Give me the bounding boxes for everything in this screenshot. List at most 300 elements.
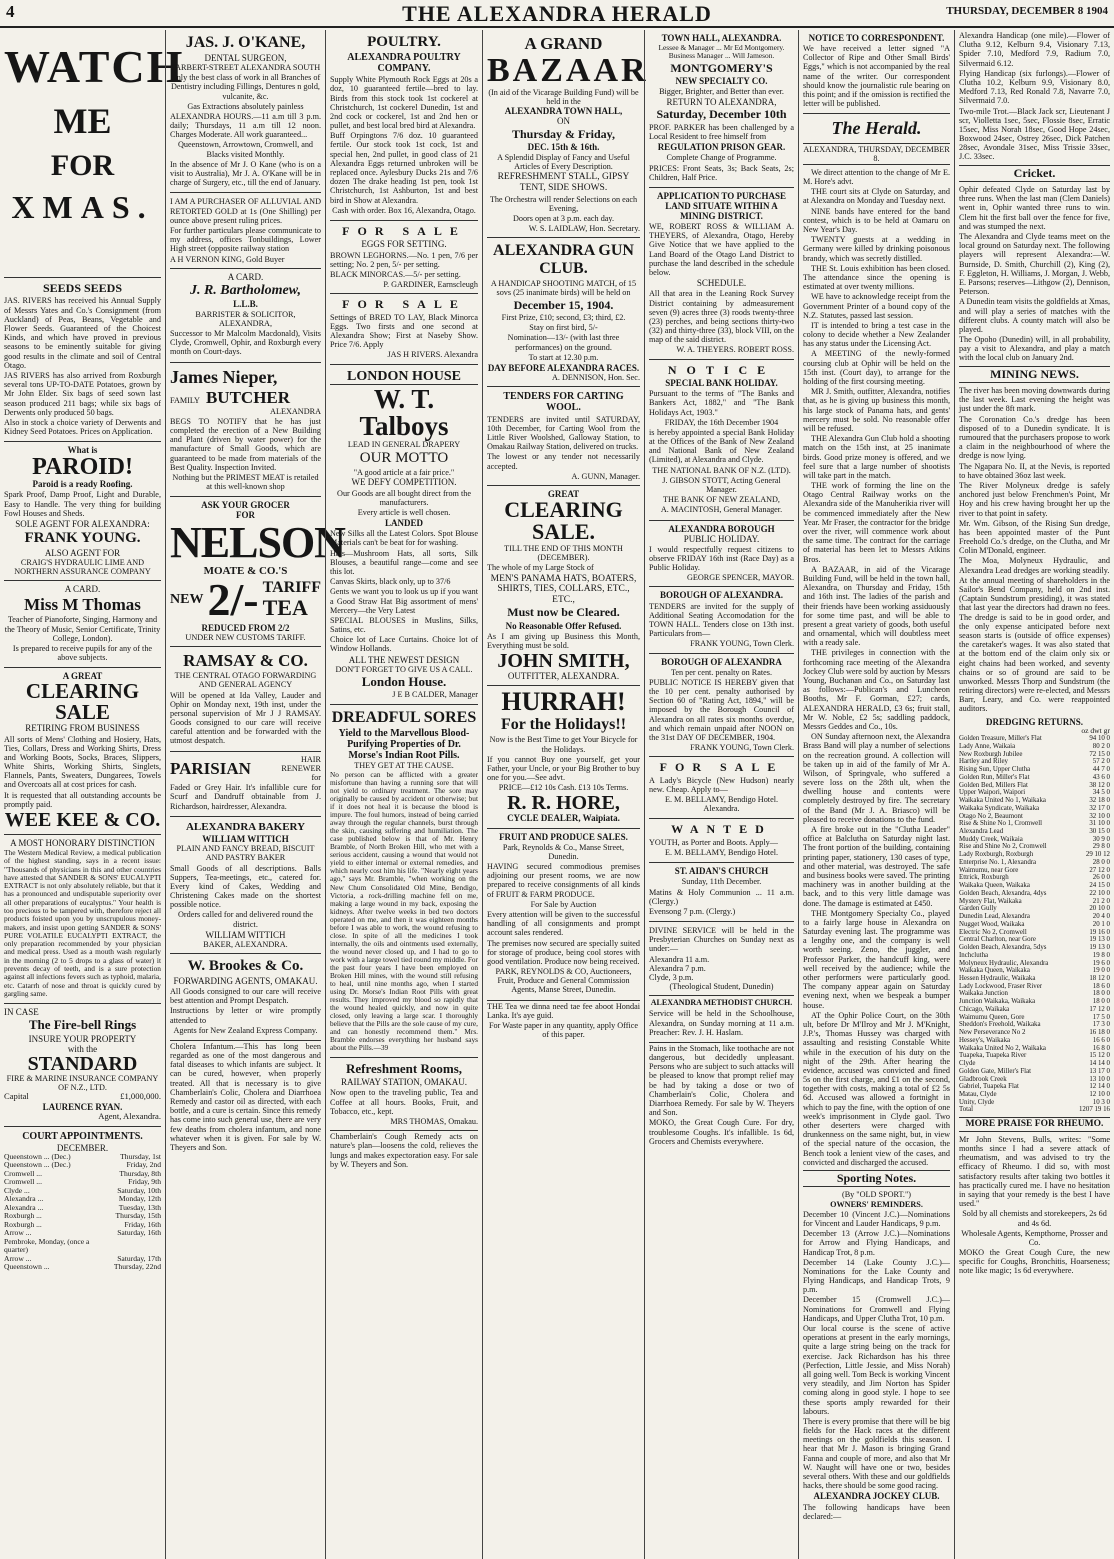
for-word: FOR <box>50 148 115 182</box>
pains-body: Pains in the Stomach, like toothache are not dangerous, but decidedly unpleasant. Persons who are subject to such attacks will be pleased to know that prompt relief may be had by taking a dose or two of Chamberlain's Colic, Cholera and Diarrhoea Remedy. For sale by W. Theyers and Son. <box>649 1043 794 1118</box>
shoot-start: To start at 12.30 p.m. <box>528 352 599 362</box>
news-paragraph: THE Alexandra Gun Club hold a shooting match on the 15th inst, at 25 inanimate birds. Good prize money is offered, and we feel sure that a large number of shootists will take part in the match. <box>803 434 950 480</box>
court-date: Saturday, 10th <box>117 1185 161 1195</box>
bank-friday: FRIDAY, the 16th December 1904 <box>664 417 779 427</box>
eucalypti-ad <box>4 835 161 1004</box>
dredge-name: Golden Treasure, Miller's Flat <box>959 735 1042 743</box>
dredge-name: Golden Bed, Millers Flat <box>959 781 1028 789</box>
cricket-body-1: Ophir defeated Clyde on Saturday last by three runs. When the last man (Clem Daniels) went in, Ophir wanted three runs to win. Clem hit the first ball over the fence for five, and was stumped the next. <box>959 185 1110 231</box>
defy-body: Our Goods are all bought direct from the manufacturers. <box>337 488 471 507</box>
seeds-ad <box>4 278 161 442</box>
clearing-whole: The whole of my Large Stock of <box>487 563 594 573</box>
fruit-body-3: The premises now secured are specially suited for storage of produce, being cool stores with good ventilation. Produce now being received. <box>487 938 640 966</box>
bicycle-sale-ad <box>649 757 794 819</box>
bakery-body-2: Orders called for and delivered round the district. <box>177 910 314 929</box>
dredge-yield: 43 6 0 <box>1092 773 1110 781</box>
tea-ad <box>487 1002 640 1040</box>
court-place: Queenstown ... <box>4 1262 50 1272</box>
mining-body-1: The river has been moving downwards during the last week. Last evening the height was just under the 8ft mark. <box>959 386 1110 414</box>
paroid-agent: SOLE AGENT FOR ALEXANDRA: <box>15 518 150 529</box>
dredge-name: Alexandra Lead <box>959 828 1004 836</box>
bank-holiday-ad <box>649 360 794 521</box>
brookes-title: W. Brookes & Co. <box>187 958 304 975</box>
dredge-name: Garden Gully <box>959 905 997 913</box>
thomas-ad <box>4 581 161 668</box>
butcher-label: BUTCHER <box>205 387 291 407</box>
aidan-matins: Matins & Holy Communion ... 11 a.m. (Clergy.) <box>649 887 794 906</box>
dredging-row <box>959 882 1110 890</box>
notice-corr-body: We have received a letter signed "A Collector of Ripe and Other Small Birds' Eggs," which is not accompanied by the real name of the writer. Our correspondent should know the journalistic rule bearing on this point; and if the omission is rectified the letter will be published. <box>803 44 950 109</box>
okane-hours: ALEXANDRA HOURS.—11 a.m till 3 p.m. daily; Thursdays, 11 a.m till 12 noon. Charges Moderate. All work guaranteed... <box>170 111 321 140</box>
dredge-yield: 17 3 0 <box>1092 1021 1110 1029</box>
seeds-title: SEEDS SEEDS <box>42 281 123 295</box>
dredge-name: Ettrick, Roxburgh <box>959 874 1009 882</box>
rheumo-body: Mr John Stevens, Bulls, writes: "Some months since I had a severe attack of rheumatism, and was advised to try the efficacy of Rheumo. I did so, with most satisfactory results after taking two bottles it has practically cured me. I have no hesitation in saying that your remedy is the best I have used." <box>959 1134 1110 1209</box>
court-row <box>4 1263 161 1272</box>
talboys-title: W. T. Talboys <box>359 384 449 442</box>
chamber-body: Chamberlain's Cough Remedy acts on nature's plan—loosens the cold, relieves the lungs and makes expectoration easy. For sale by W. Theyers and Son. <box>330 1132 478 1169</box>
parisian-side: HAIR RENEWER for <box>281 754 321 783</box>
dredge-yield: 24 15 0 <box>1089 882 1110 890</box>
news-paragraph: A BAZAAR, in aid of the Vicarage Building Fund, will be held in the town hall, Alexandra, on Thursday and Friday, 15th and 16th inst. The ladies of the parish and their friends have been working assiduously for some time past, and will be able to present a great variety of goods, both useful and ornamental, which will doubtless meet with a ready sale. <box>803 564 950 648</box>
court-place: Alexandra ... <box>4 1202 44 1212</box>
news-paragraph: IT is intended to bring a test case in the colony to decide whether a New Zealander has any status under the Licensing Act. <box>803 320 950 349</box>
morse-pills-ad <box>330 705 478 1058</box>
court-place: Cromwell ... <box>4 1168 42 1178</box>
must-cleared: Must now be Cleared. <box>507 605 620 620</box>
dredge-name: Waikaka Junction <box>959 990 1009 998</box>
court-place: Cromwell ... <box>4 1177 42 1187</box>
fruit-body: HAVING secured commodious premises adjoining our present rooms, we are now prepared to receive consignments of all kinds of FRUIT & FARM PRODUCE. <box>487 862 640 899</box>
court-date: Thursday, 8th <box>119 1168 161 1178</box>
dredging-row <box>959 820 1110 828</box>
dredge-name: Hessey's, Waikaka <box>959 1036 1011 1044</box>
stott: J. GIBSON STOTT, Acting General Manager. <box>662 475 781 495</box>
brookes-body: All Goods consigned to our care will receive best attention and Prompt Despatch. <box>170 986 321 1006</box>
dredging-row <box>959 975 1110 983</box>
dredge-yield: 15 12 0 <box>1089 1052 1110 1060</box>
barth-role: BARRISTER & SOLICITOR, ALEXANDRA, <box>195 309 296 328</box>
john-smith-ad <box>487 486 640 686</box>
hurrah-ad <box>487 686 640 828</box>
forsale2-body: Settings of BRED TO LAY, Black Minorca Eggs. Two firsts and one second at Alexandra Show; First at Naseby Show. Price 7/6. Apply <box>330 312 478 350</box>
parker: PROF. PARKER has been challenged by a Local Resident to free himself from <box>649 122 794 142</box>
nieper-body: BEGS TO NOTIFY that he has just completed the erection of a New Building and Plant (driven by water power) for the manufacture of Small Goods, which are guaranteed to be made from materials of the Best Quality. Inspection Invited. <box>170 416 321 472</box>
bazaar-ad <box>487 30 649 238</box>
bigger: Bigger, Brighter, and Better than ever. <box>659 87 784 97</box>
clearing-ad <box>4 668 161 835</box>
honour-body: The Western Medical Review, a medical publication of the highest standing, says in a recent issue: "Thousands of physicians in this and other countries have attested that SANDER & SONS' EUCALYPTI EXTRACT is not only absolutely reliable, but that it has a pronounced and undisputable superiority over all other preparations of eucalyptus." Your health is too precious to be tampered with, therefore reject all products foisted upon you by unscrupulous money-makers, and insist upon getting SANDER & SONS' PURE VOLATILE EUCALYPTI EXTRACT, the only preparation recommended by your physician and medical press. Used as a mouth wash regularly in the morning (2 to 5 drops to a glass of water) it prevents decay of teeth, and is a sure protection against all infections fevers such as typhoid, malaria, etc. Catarrh of nose and throat is quickly cured by gargling same. <box>4 848 161 998</box>
bazaar-days: Thursday & Friday, <box>511 126 616 141</box>
mining-body-3: The Ngapara No. II, at the Nevis, is reported to have obtained 36oz last week. <box>959 461 1110 480</box>
dredge-yield: 94 10 0 <box>1089 735 1110 743</box>
bakery-sign-2: BAKER, ALEXANDRA. <box>203 939 288 949</box>
dredging-row <box>959 890 1110 898</box>
dredging-row <box>959 751 1110 759</box>
dredge-name: Gabriel, Tuapeka Flat <box>959 1083 1019 1091</box>
dredge-name: Nugget Wood, Waikaka <box>959 920 1025 928</box>
court-row <box>4 1238 161 1255</box>
dredging-row <box>959 1060 1110 1068</box>
sores-title: DREADFUL SORES <box>331 708 477 726</box>
brookes-body-2: Instructions by letter or wire promptly attended to <box>170 1006 321 1025</box>
thomas-body-2: Is prepared to receive pupils for any of the above subjects. <box>12 643 153 663</box>
dredging-row <box>959 1091 1110 1099</box>
nelson-price: 2/- <box>207 573 259 625</box>
news-paragraph: THE work of forming the line on the Otago Central Railway works on the Alexandra side of the Manuherikia river will be commenced immediately after the New Year. Mr Fraser, the contractor for the bridge over the river, will commence work about the same time. The contract for the carriage of material has been let to Messrs Atkins Bros. <box>803 481 950 564</box>
motto-title: OUR MOTTO <box>359 450 449 467</box>
firebell: The Fire-bell Rings <box>28 1017 137 1033</box>
dredging-row <box>959 898 1110 906</box>
wee-kee: WEE KEE & CO. <box>4 809 161 831</box>
sporting-byline: (By "OLD SPORT.") <box>841 1190 912 1200</box>
refresh-sign: MRS THOMAS, Omakau. <box>390 1117 478 1127</box>
mining-body-6: The Moa, Molyneux Hydraulic, and Alexandra Lead dredges are working steadily. <box>959 556 1110 575</box>
watch-word: WATCH <box>4 41 185 92</box>
dredge-yield: 28 0 0 <box>1092 858 1110 866</box>
frank-young: FRANK YOUNG. <box>24 530 141 547</box>
moko-ad: MOKO the Great Cough Cure, the new specific for Coughs, Bronchitis, Hoarseness; note like magic; 1s 6d everywhere. <box>959 1248 1110 1276</box>
talboys-sub: LEAD IN GENERAL DRAPERY <box>347 440 461 450</box>
hore-sub: CYCLE DEALER, Waipiata. <box>507 813 620 824</box>
landed-body-3: Canvas Skirts, black only, up to 37/6 <box>330 577 451 587</box>
column-6 <box>798 30 954 1559</box>
fruit-park: Park, Reynolds & Co., Manse Street, Dunedin. <box>502 842 625 861</box>
xmas-word: XMAS. <box>11 189 154 226</box>
news-paragraph: AT the Ophir Police Court, on the 30th ult, before Dr M'Ilroy and Mr J. M'Knight, J.P.'s, Thomas Hussey was charged with assaulting and resisting Constable White while in the execution of his duty on the night of the 29th. After hearing the evidence, accused was convicted and fined 5s on the first charge, and £1 on the second, together with costs, making a total of £2 5s 6d. Accused was allowed a fortnight in which to pay the fine, with the option of one week's imprisonment in Clyde gaol. Two other deserters were charged with drunkenness on the same night, but, in view of the special nature of the occasion, the Bench took a lenient view of the cases, and convicted and discharged the accused. <box>803 1010 950 1167</box>
bazaar-stalls: REFRESHMENT STALL, GIPSY TENT, SIDE SHOWS. <box>497 172 630 194</box>
poultry-title: POULTRY. <box>367 34 441 50</box>
lessee: Lessee & Manager ... Mr Ed Montgomery. Business Manager ... Will Jameson. <box>658 43 785 61</box>
bazaar-doors: Doors open at 3 p.m. each day. <box>512 214 615 224</box>
nieper-title: James Nieper, <box>170 366 278 387</box>
withthe: with the <box>67 1043 98 1054</box>
dredging-row <box>959 828 1110 836</box>
okane-title: JAS. J. O'KANE, <box>185 34 306 51</box>
dredge-name: Waimumu Queen, Gore <box>959 1013 1025 1021</box>
dredge-name: Golden Beach, Alexandra, 4dys <box>959 889 1047 897</box>
frank-body: CRAIG'S HYDRAULIC LIME AND NORTHERN ASSURANCE COMPANY <box>14 557 151 577</box>
tea-body: THE Tea we dinna need tae fee aboot Hondai Lanka. It's aye guid. <box>487 1001 640 1020</box>
saturday: Saturday, December 10th <box>656 107 787 122</box>
dredge-yield: 13 17 0 <box>1089 1067 1110 1075</box>
dredging-row <box>959 983 1110 991</box>
poultry-body: Supply White Plymouth Rock Eggs at 20s a doz, 10 guaranteed fertile—bred to lay. Birds from this stock took 1st cockerel at Christchurch, 1st cockerel Dunedin, 1st and 2nd cock or cockerel, 1st and 2nd hen or pullet, and best local bred bird at Alexandra. <box>330 75 478 131</box>
cricket-body-2: The Alexandra and Clyde teams meet on the local ground on Saturday next. The following players will represent Alexandra:—W. Burnside, D. Smith, Churchill (2), King (2), F. Eggleton, H. Williams, J. Morgan, J. Webb, E. Parsons; reserves—Lithgow (2), Dennison, Peterson. <box>959 232 1110 297</box>
court-title: COURT APPOINTMENTS. <box>22 1130 143 1142</box>
dredging-row <box>959 913 1110 921</box>
standard-title: STANDARD <box>27 1052 138 1075</box>
dredging-row <box>959 929 1110 937</box>
tenders-title: TENDERS FOR CARTING WOOL. <box>503 391 624 414</box>
ramsay-ad <box>170 647 321 752</box>
gold-ad <box>170 193 321 268</box>
tea-row <box>170 573 321 625</box>
fy-1: FRANK YOUNG, Town Clerk. <box>690 639 794 649</box>
court-month: DECEMBER. <box>56 1142 109 1153</box>
schedule-body: All that area in the Leaning Rock Survey District containing by admeasurement seven (9) acres three (3) roods twenty-three (23) perches, and being sections thirty-two (32) and thirty-three (33), block VIII, on the map of the said district. <box>649 289 794 345</box>
court-date: Thursday, 15th <box>115 1211 161 1221</box>
dredging-row <box>959 952 1110 960</box>
dredge-yield: 26 0 0 <box>1092 874 1110 882</box>
dredge-name: Enterprise No. 1, Alexandra <box>959 858 1037 866</box>
dredging-row <box>959 774 1110 782</box>
capital-row <box>4 1092 161 1102</box>
seeds-body-3: Also in stock a choice variety of Derwents and Kidney Seed Potatoes. Prices on Application. <box>4 417 161 437</box>
aidan-evensong: Evensong 7 p.m. (Clergy.) <box>649 906 736 916</box>
great-label: A GREAT <box>62 671 103 682</box>
column-7 <box>954 30 1114 1559</box>
court-date: Friday, 9th <box>128 1177 161 1187</box>
news-paragraph: A MEETING of the newly-formed coursing club at Ophir will be held on the 15th inst. (Court day), to arrange for the holding of the first coursing meeting. <box>803 349 950 387</box>
divine-row-2: Alexandra 7 p.m. <box>649 963 706 973</box>
standard-ad <box>4 1004 161 1126</box>
for-label: FOR <box>236 510 255 521</box>
dredging-row <box>959 990 1110 998</box>
dredging-row <box>959 1068 1110 1076</box>
dredge-yield: 12 10 0 <box>1089 1090 1110 1098</box>
nelson-sub: MOATE & CO.'S <box>203 564 288 577</box>
dredging-row <box>959 936 1110 944</box>
dredging-row <box>959 1014 1110 1022</box>
sporting-title: Sporting Notes. <box>803 1170 950 1187</box>
dredging-row <box>959 1106 1110 1114</box>
bakery-ad <box>170 817 321 954</box>
butcher-row <box>170 388 321 407</box>
grand-label: A GRAND <box>524 34 603 53</box>
dredging-row <box>959 1083 1110 1091</box>
court-table <box>4 1153 161 1272</box>
cholera-ad <box>170 1042 321 1152</box>
sores-cause: THEY GET AT THE CAUSE. <box>354 761 454 771</box>
dredge-yield: 20 10 0 <box>1089 905 1110 913</box>
dredge-yield: 44 7 0 <box>1092 766 1110 774</box>
news-paragraph: ON Sunday afternoon next, the Alexandra Brass Band will play a number of selections on the recreation ground. A collection will be taken up in aid of the family of Mr A. Wilson, of Springvale, who suffered a severe loss on the 28th ult, when the dwelling house and contents were completely destroyed by fire. The secretary of the Band (Mr J. A. Briasco) will be pleased to receive donations to the fund. <box>803 732 950 824</box>
dredging-row <box>959 1021 1110 1029</box>
ramsay-title: RAMSAY & CO. <box>183 651 308 671</box>
dredge-name: New Roxburgh Jubilee <box>959 750 1023 758</box>
forsale-bicycle-title: FOR SALE <box>659 760 784 775</box>
dredge-yield: 80 2 0 <box>1092 742 1110 750</box>
seating-tender-ad <box>649 587 794 653</box>
dredging-row <box>959 874 1110 882</box>
news-paragraph: NINE bands have entered for the band contest, which is to be held at Oamaru on New Year's Day. <box>803 206 950 235</box>
dredge-yield: 19 13 0 <box>1089 944 1110 952</box>
court-date: Tuesday, 13th <box>118 1202 161 1212</box>
bakery-sub: PLAIN AND FANCY BREAD, BISCUIT AND PASTRY BAKER <box>176 844 315 863</box>
tender-2: TENDERS are invited for the supply of Additional Seating Accomodation for the TOWN HALL. Tenders close on 13th inst. Particulars from— <box>649 601 794 639</box>
cholera-body: Cholera Infantum.—This has long been regarded as one of the most dangerous and fatal diseases to which infants are subject. It can be cured, however, when properly treated. All that is necessary is to give Chamberlain's Colic, Cholera and Diarrhoea Remedy and castor oil as directed, with each bottle, and a cure is certain. Since this remedy has come into such general use, there are very few deaths from cholera infantum, and none whatever when it is given. For sale by W. Theyers and Son. <box>170 1041 321 1152</box>
court-place: Pembroke, Monday, (once a quarter) <box>4 1236 90 1255</box>
dredge-name: Gladbrook Creek <box>959 1075 1007 1083</box>
hurrah-title: HURRAH! <box>501 687 626 717</box>
column-4 <box>482 30 649 1559</box>
dredge-name: Waikaka United No 2, Waikaka <box>959 1044 1046 1052</box>
dredging-row <box>959 782 1110 790</box>
dredge-yield: 16 6 0 <box>1092 1036 1110 1044</box>
poultry-ad <box>330 30 478 221</box>
news-paragraph: THE Montgomery Specialty Co., played to a fairly large house in Alexandra on Saturday evening last. The programme was a lengthy one, and the company is well worth seeing. Zeno, the juggler, and Professor Parker, the handcuff king, were well received by the audience; while the other performers were particularly good. The company appear again on Saturday evening next, when we bespeak a bumper house. <box>803 908 950 1010</box>
gold-body: I AM A PURCHASER OF ALLUVIAL AND RETORTED GOLD at 1s (One Shilling) per ounce above present ruling prices. <box>170 197 321 225</box>
methodist-ad <box>649 996 794 1043</box>
shooting-body: A HANDICAP SHOOTING MATCH, of 15 sovs (25 inanimate birds) will be held on <box>490 279 637 298</box>
nieper-ad <box>170 363 321 498</box>
dredge-yield: 18 0 0 <box>1092 990 1110 998</box>
seeds-body: JAS. RIVERS has received his Annual Supply of Messrs Yates and Co.'s Consignment (from Auckland) of Peas, Beans, Vegetable and Flower Seeds. Guaranteed of the Choicest Kinds, and which have proved in previous seasons to be eminently suitable for giving good results in the climate and soil of Central Otago. <box>4 296 161 370</box>
okane-ad <box>170 30 321 193</box>
dredge-yield: 30 9 0 <box>1092 835 1110 843</box>
dredging-row <box>959 735 1110 743</box>
dredge-yield: 32 17 0 <box>1089 804 1110 812</box>
national-bank: THE NATIONAL BANK OF N.Z. (LTD). <box>652 465 791 475</box>
handicap-trot: Two-mile Trot.—Black Jack scr, Lieutenant J scr, Violletta 1sec, 5sec, Flossie 8sec, Erratic 15sec, Miss Norah 18sec, Good Hope 24sec, Boxwood 24sec, Ostrey 26sec, Dick Patchen 28sec, Avondale 31sec, Miss Trissie 33sec, J.C. 33sec. <box>959 106 1110 162</box>
brookes-sub: FORWARDING AGENTS, OMAKAU. <box>173 975 318 986</box>
column-3 <box>325 30 482 1559</box>
dredge-name: Waikaka Syndicate, Waikaka <box>959 804 1040 812</box>
dredge-name: Junction Waikaka, Waikaka <box>959 998 1036 1006</box>
ajc-title: ALEXANDRA JOCKEY CLUB. <box>813 1491 940 1502</box>
dredging-row <box>959 813 1110 821</box>
refreshment-ad <box>330 1058 478 1131</box>
london-mgr: J E B CALDER, Manager <box>392 690 478 700</box>
brookes-ad <box>170 954 321 1041</box>
nelson-tea: TEA <box>262 595 308 621</box>
court-date: Monday, 12th <box>118 1194 161 1204</box>
london-house-sign: London House. <box>361 673 447 689</box>
dredge-name: Dunedin Lead, Alexandra <box>959 913 1030 921</box>
dredge-name: Total <box>959 1106 974 1114</box>
dredge-yield: 18 0 0 <box>1092 998 1110 1006</box>
tenders-gunn: A. GUNN, Manager. <box>571 471 640 481</box>
bellamy: E. M. BELLAMY, Bendigo Hotel. Alexandra. <box>664 795 779 814</box>
tenders-body-2: The lowest or any tender not necessarily accepted. <box>487 452 640 471</box>
paroid-body: Spark Proof, Damp Proof, Light and Durable, Easy to Handle. The very thing for building Fowl Houses and Sheds. <box>4 490 161 518</box>
court-date: Thursday, 1st <box>120 1151 161 1161</box>
fruit-sign: PARK, REYNOLDS & CO, Auctioneers, Fruit, Produce and General Commission Agents, Manse Street, Dunedin. <box>495 967 632 995</box>
shoot-stay: Stay on first bird, 5/- <box>529 323 598 333</box>
brookes-body-3: Agents for New Zealand Express Company. <box>173 1025 318 1035</box>
forsale2-sign: JAS H RIVERS. Alexandra <box>387 350 478 360</box>
frank-also: ALSO AGENT FOR <box>44 547 121 558</box>
nelson-new: NEW <box>170 592 204 607</box>
okane-sub: DENTAL SURGEON, <box>204 52 287 63</box>
presbyterian-ad <box>649 922 794 996</box>
sores-body: No person can be afflicted with a greater misfortune than having a running sore that will not yield to ordinary treatment. The sore may originally be caused by accident or otherwise; but if it does not heal it is because the blood is impure. The foul humors, instead of being carried away through the regular channels, burst through the skin, causing suffering and humiliation. The case published below is that of Mr. Henry Bramble, of North Broken Hill, who met with a serious accident, causing a wound that would not yield to either internal or external remedies, and which nearly cost him his life. "Nearly eight years ago," says Mr. Bramble, "when working on the New Chum Consolidated Old Mine, Bendigo, Victoria, a rock-drilling machine fell on me, making a large wound in my back, exposing the kidneys. After twelve weeks in bed two doctors operated on me, and then it was eighteen months before I was able to work, the wound refusing to close. In spite of all the medicines I took internally, the oils and ointments used externally, the wound never closed up, and I had to go to work with a large towel tied round my middle. For the past four years I have been employed on Broken Hill mines, with the wound still refusing to heal, until nine months ago, when I started using Dr. Morse's Indian Root Pills with great results. They improved my blood so rapidly that the wound healed quickly, and now in quite closed, only leaving a large scar. I thoroughly believe that the Pills are the sole cause of my cure, and can honestly recommend them." Mrs. Bramble endorses everything her husband says about the Pills.—39 <box>330 770 478 1052</box>
dredging-row <box>959 758 1110 766</box>
landed-body-2: Hats—Mushroom Hats, all sorts, Silk Blouses, a beautiful range—come and see this lot. <box>330 548 478 576</box>
dredging-row <box>959 944 1110 952</box>
court-place: Arrow ... <box>4 1253 32 1263</box>
dredge-yield: 12 14 0 <box>1089 1083 1110 1091</box>
parisian-title: PARISIAN <box>170 758 251 778</box>
forsale1-sign: P. GARDINER, Earnscleugh <box>383 280 478 290</box>
bazaar-on: ON <box>557 116 570 127</box>
dredge-yield: 32 10 0 <box>1089 812 1110 820</box>
clearing-body: All sorts of Mens' Clothing and Hosiery, Hats, Ties, Collars, Dress and Working Shirts, Dress and Working Boots, Socks, Braces, Slippers, White Shirts, Working Shirts, Singlets, Flannels, Pants, Sweaters, Dungarees, Towels and Overcoats all at cost prices for cash. <box>4 734 161 790</box>
special-body-2: Choice lot of Lace Curtains. Choice lot of Window Hollands. <box>330 635 478 654</box>
macintosh: A. MACINTOSH, General Manager. <box>660 505 783 515</box>
court-place: Queenstown ... (Dec.) <box>4 1160 71 1170</box>
sores-sub: Yield to the Marvellous Blood-Purifying Properties of Dr. Morse's Indian Root Pills. <box>338 727 470 761</box>
dredging-row <box>959 797 1110 805</box>
dredge-yield: 21 2 0 <box>1092 897 1110 905</box>
parisian-row <box>170 755 321 783</box>
bank-notice: NOTICE <box>667 362 776 377</box>
newspaper-title: THE ALEXANDRA HERALD <box>402 1 712 26</box>
john-smith-sub: OUTFITTER, ALEXANDRA. <box>507 671 620 682</box>
ramsay-sub: THE CENTRAL OTAGO FORWARDING AND GENERAL AGENCY <box>174 671 317 690</box>
bartholomew-ad <box>170 269 321 363</box>
handicap-flying: Flying Handicap (six furlongs).—Flower of Clutha 10.2, Kelburn 9.9, Visionary 8.0, Medford 7.13, Red Ronald 7.8, Navarre 7.0, Silvermaid 7.0. <box>959 68 1110 106</box>
court-place: Alexandra ... <box>4 1194 44 1204</box>
forsale-minorca-ad <box>330 294 478 364</box>
gold-sign: A H VERNON KING, Gold Buyer <box>170 254 285 264</box>
capital-label: Capital <box>4 1091 29 1102</box>
nelson-title: NELSON <box>170 517 345 567</box>
fruit-sale: For Sale by Auction <box>530 899 597 909</box>
court-place: Roxburgh ... <box>4 1211 42 1221</box>
bazaar-aid: (In aid of the Vicarage Building Fund) will be held in the <box>488 88 639 107</box>
poultry-sign: Cash with order. Box 16, Alexandra, Otago. <box>332 205 476 215</box>
clearing-body-2: It is requested that all outstanding accounts be promptly paid. <box>4 790 161 809</box>
court-date: Thursday, 22nd <box>113 1262 161 1272</box>
st-aidans-ad <box>649 863 794 922</box>
course-body-2: There is every promise that there will be big fields for the Hack races at the different meetings on the goldfields this season. I hear that Mr J. Mason is bringing Grand Fanna and couple of more, and also that Mr W. Naught will have one or two, besides several others. With these and our goldfields hacks, there should be some good racing. <box>803 1416 950 1491</box>
dredge-yield: 19 8 0 <box>1092 951 1110 959</box>
barth-card: A CARD. <box>227 271 264 282</box>
moko-body: MOKO, the Great Cough Cure. For dry, troublesome Coughs. It's infallible. 1s 6d, Grocers and Chemists everywhere. <box>649 1118 794 1146</box>
dredge-name: Rising Sun, Upper Clutha <box>959 766 1031 774</box>
hurrah-price: PRICE—£12 10s Cash. £13 10s Terms. <box>498 783 629 793</box>
clearing-sub: RETIRING FROM BUSINESS <box>25 723 140 734</box>
john-smith-title: JOHN SMITH, <box>497 650 630 673</box>
okane-addr: TARBERT-STREET ALEXANDRA SOUTH <box>170 62 321 72</box>
dredge-yield: 57 2 0 <box>1092 758 1110 766</box>
newest: ALL THE NEWEST DESIGN <box>348 654 460 665</box>
hurrah-holidays: For the Holidays!! <box>500 716 627 734</box>
borough-3: BOROUGH OF ALEXANDRA <box>661 656 782 667</box>
public-body: I would respectfully request citizens to observe FRIDAY 16th inst (Race Day) as a Public Holiday. <box>649 544 794 573</box>
okane-body: Only the best class of work in all Branches of Dentistry including Fillings, Dentures n gold, vulcanite, &c. <box>170 73 321 101</box>
news-paragraph: MR J. Smith, outfitter, Alexandra, notifies that, as he is giving up business this month, his large stock of Panama hats, and gents' mercery must be sold. No reasonable offer will be refused. <box>803 387 950 433</box>
montgomery-title: MONTGOMERY'S <box>670 60 773 75</box>
forsale2-title: FOR SALE <box>342 297 466 312</box>
cricket-body-3: A Dunedin team visits the goldfields at Xmas, and will play a series of matches with the different clubs. A county match will also be played. <box>959 297 1110 334</box>
dredge-name: Tuapeka, Tuapeka River <box>959 1052 1027 1060</box>
dredging-unit: oz dwt gr <box>1081 725 1110 735</box>
dredging-table <box>959 735 1110 1114</box>
dredge-name: Hessen Hydraulic, Waikaka <box>959 974 1036 982</box>
dredge-name: New Perseverance No 2 <box>959 1029 1026 1037</box>
forsale-eggs-ad <box>330 221 478 294</box>
dredge-name: Unity, Clyde <box>959 1098 995 1106</box>
schedule-title: SCHEDULE. <box>696 278 747 289</box>
dredge-name: Rise and Shine No 2, Cromwell <box>959 843 1047 851</box>
dredging-row <box>959 859 1110 867</box>
paroid-ad <box>4 442 161 581</box>
divine-row-3: Clyde, 3 p.m. <box>649 973 694 983</box>
dredge-yield: 19 16 0 <box>1089 928 1110 936</box>
dredge-name: Lady Lockwood, Fraser River <box>959 982 1043 990</box>
court-place: Arrow ... <box>4 1228 32 1238</box>
owners-body-2: December 13 (Arrow J.C.)—Nominations for Arrow and Flying Handicaps, and Handicap Trot, 8 p.m. <box>803 1229 950 1257</box>
bicycle-body: A Lady's Bicycle (New Hudson) nearly new. Cheap. Apply to— <box>649 775 794 794</box>
gold-body-2: For further particulars please communicate to my address, offices Tonbuildings, Lower High street (opposite railway station <box>170 225 321 254</box>
bazaar-orchestra: The Orchestra will render Selections on each Evening, <box>489 194 638 213</box>
dredge-yield: 29 10 12 <box>1085 851 1110 859</box>
rates-penalty-ad <box>649 654 794 758</box>
standard-sub: FIRE & MARINE INSURANCE COMPANY OF N.Z., LTD. <box>6 1073 159 1093</box>
